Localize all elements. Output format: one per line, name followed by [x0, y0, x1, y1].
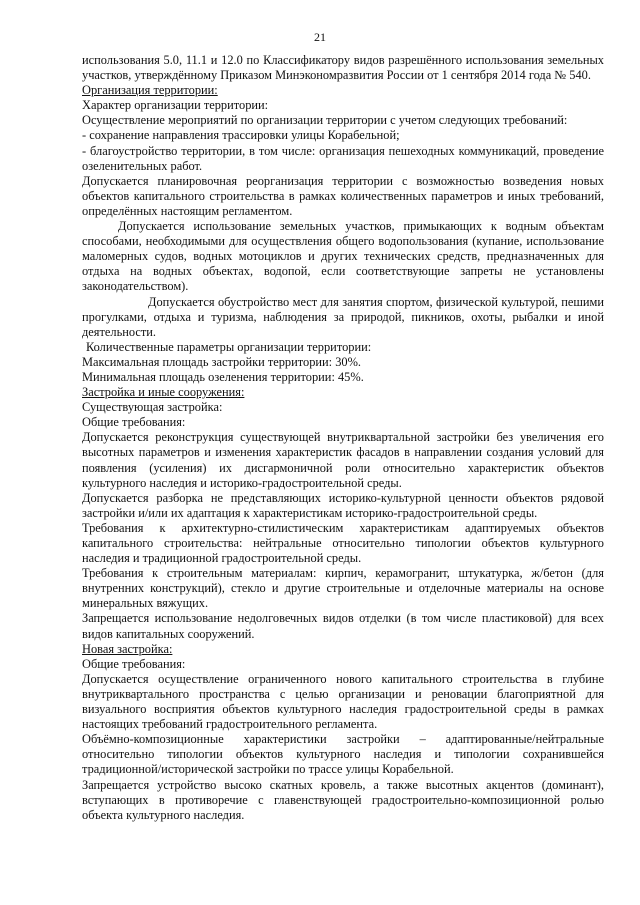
paragraph-min-greening-area: Минимальная площадь озеленения территории: 45%. — [82, 369, 364, 384]
subheading-existing-buildings: Существующая застройка: — [82, 400, 223, 415]
section-heading-buildings: Застройка и иные сооружения: — [82, 385, 245, 400]
paragraph-architectural-requirements: Требования к архитектурно-стилистическим характеристикам адаптируемых объектов капитального строительства: нейтральные относительно типологии объектов культурного наследия и традиционной градостроительной среды. — [82, 520, 604, 566]
paragraph-roof-prohibition: Запрещается устройство высоко скатных кровель, а также высотных акцентов (доминант), вступающих в противоречие с главенствующей градостроительно-композиционной ролью объекта культурного наследия. — [82, 777, 604, 822]
paragraph-finishing-prohibition: Запрещается использование недолговечных видов отделки (в том числе пластиковой) для всех видов капитальных сооружений. — [82, 611, 604, 641]
paragraph-demolition: Допускается разборка не представляющих историко-культурной ценности объектов рядовой застройки и/или их адаптация к характеристикам историко-градостроительной среды. — [82, 490, 604, 520]
paragraph-max-building-area: Максимальная площадь застройки территории: 30%. — [82, 354, 362, 369]
paragraph-recreation: Допускается обустройство мест для занятия спортом, физической культурой, пешими прогулками, отдыха и туризма, наблюдения за природой, пикников, охоты, рыбалки и иной деятельности. — [82, 294, 604, 339]
paragraph-limited-construction: Допускается осуществление ограниченного нового капитального строительства в глубине внутриквартального пространства с целью организации и реновации благоприятной для визуального восприятия объектов культурного наследия градостроительной среды в рамках настоящих требований градостроительного регламента. — [82, 671, 604, 732]
paragraph-classifier-reference: использования 5.0, 11.1 и 12.0 по Классификатору видов разрешённого использования земельных участков, утверждённому Приказом Минэкономразвития России от 1 сентября 2014 года № 540. — [82, 53, 604, 83]
list-item-landscaping: - благоустройство территории, в том числе: организация пешеходных коммуникаций, проведение озеленительных работ. — [82, 143, 604, 173]
paragraph-requirements-intro: Осуществление мероприятий по организации территории с учетом следующих требований: — [82, 113, 568, 128]
subheading-general-requirements-new: Общие требования: — [82, 656, 186, 671]
paragraph-water-use: Допускается использование земельных участков, примыкающих к водным объектам способами, необходимыми для осуществления общего водопользования (купание, использование маломерных судов, водных мотоциклов и других технических средств, предназначенных для отдыха на водных объектах, водопой, если соответствующие запреты не установлены законодательством). — [82, 219, 604, 294]
section-heading-territory-organization: Организация территории: — [82, 83, 218, 98]
paragraph-volumetric-characteristics: Объёмно-композиционные характеристики застройки – адаптированные/нейтральные относительно типологии объектов культурного наследия и типологии сохранившейся традиционной/исторической застройки по трассе улицы Корабельной. — [82, 732, 604, 777]
paragraph-reconstruction: Допускается реконструкция существующей внутриквартальной застройки без увеличения его высотных параметров и изменения характеристик фасадов в направлении создания условий для появления (усиления) их дисгармоничной роли относительно характеристик объектов культурного наследия и историко-градостроительной среды. — [82, 430, 604, 490]
paragraph-planning-reorganization: Допускается планировочная реорганизация территории с возможностью возведения новых объектов капитального строительства в рамках количественных параметров и иных требований, определённых настоящим регламентом. — [82, 173, 604, 218]
page-number: 21 — [314, 30, 326, 44]
subheading-general-requirements: Общие требования: — [82, 415, 186, 430]
list-item-street-tracing: - сохранение направления трассировки улицы Корабельной; — [82, 128, 400, 143]
subheading-new-construction: Новая застройка: — [82, 641, 173, 656]
paragraph-quantitative-parameters: Количественные параметры организации территории: — [86, 339, 372, 354]
paragraph-character-heading: Характер организации территории: — [82, 98, 269, 113]
document-body — [82, 53, 604, 823]
paragraph-building-materials: Требования к строительным материалам: кирпич, керамогранит, штукатурка, ж/бетон (для внутренних конструкций), стекло и другие строительные и отделочные материалы на основе минеральных вяжущих. — [82, 566, 604, 611]
